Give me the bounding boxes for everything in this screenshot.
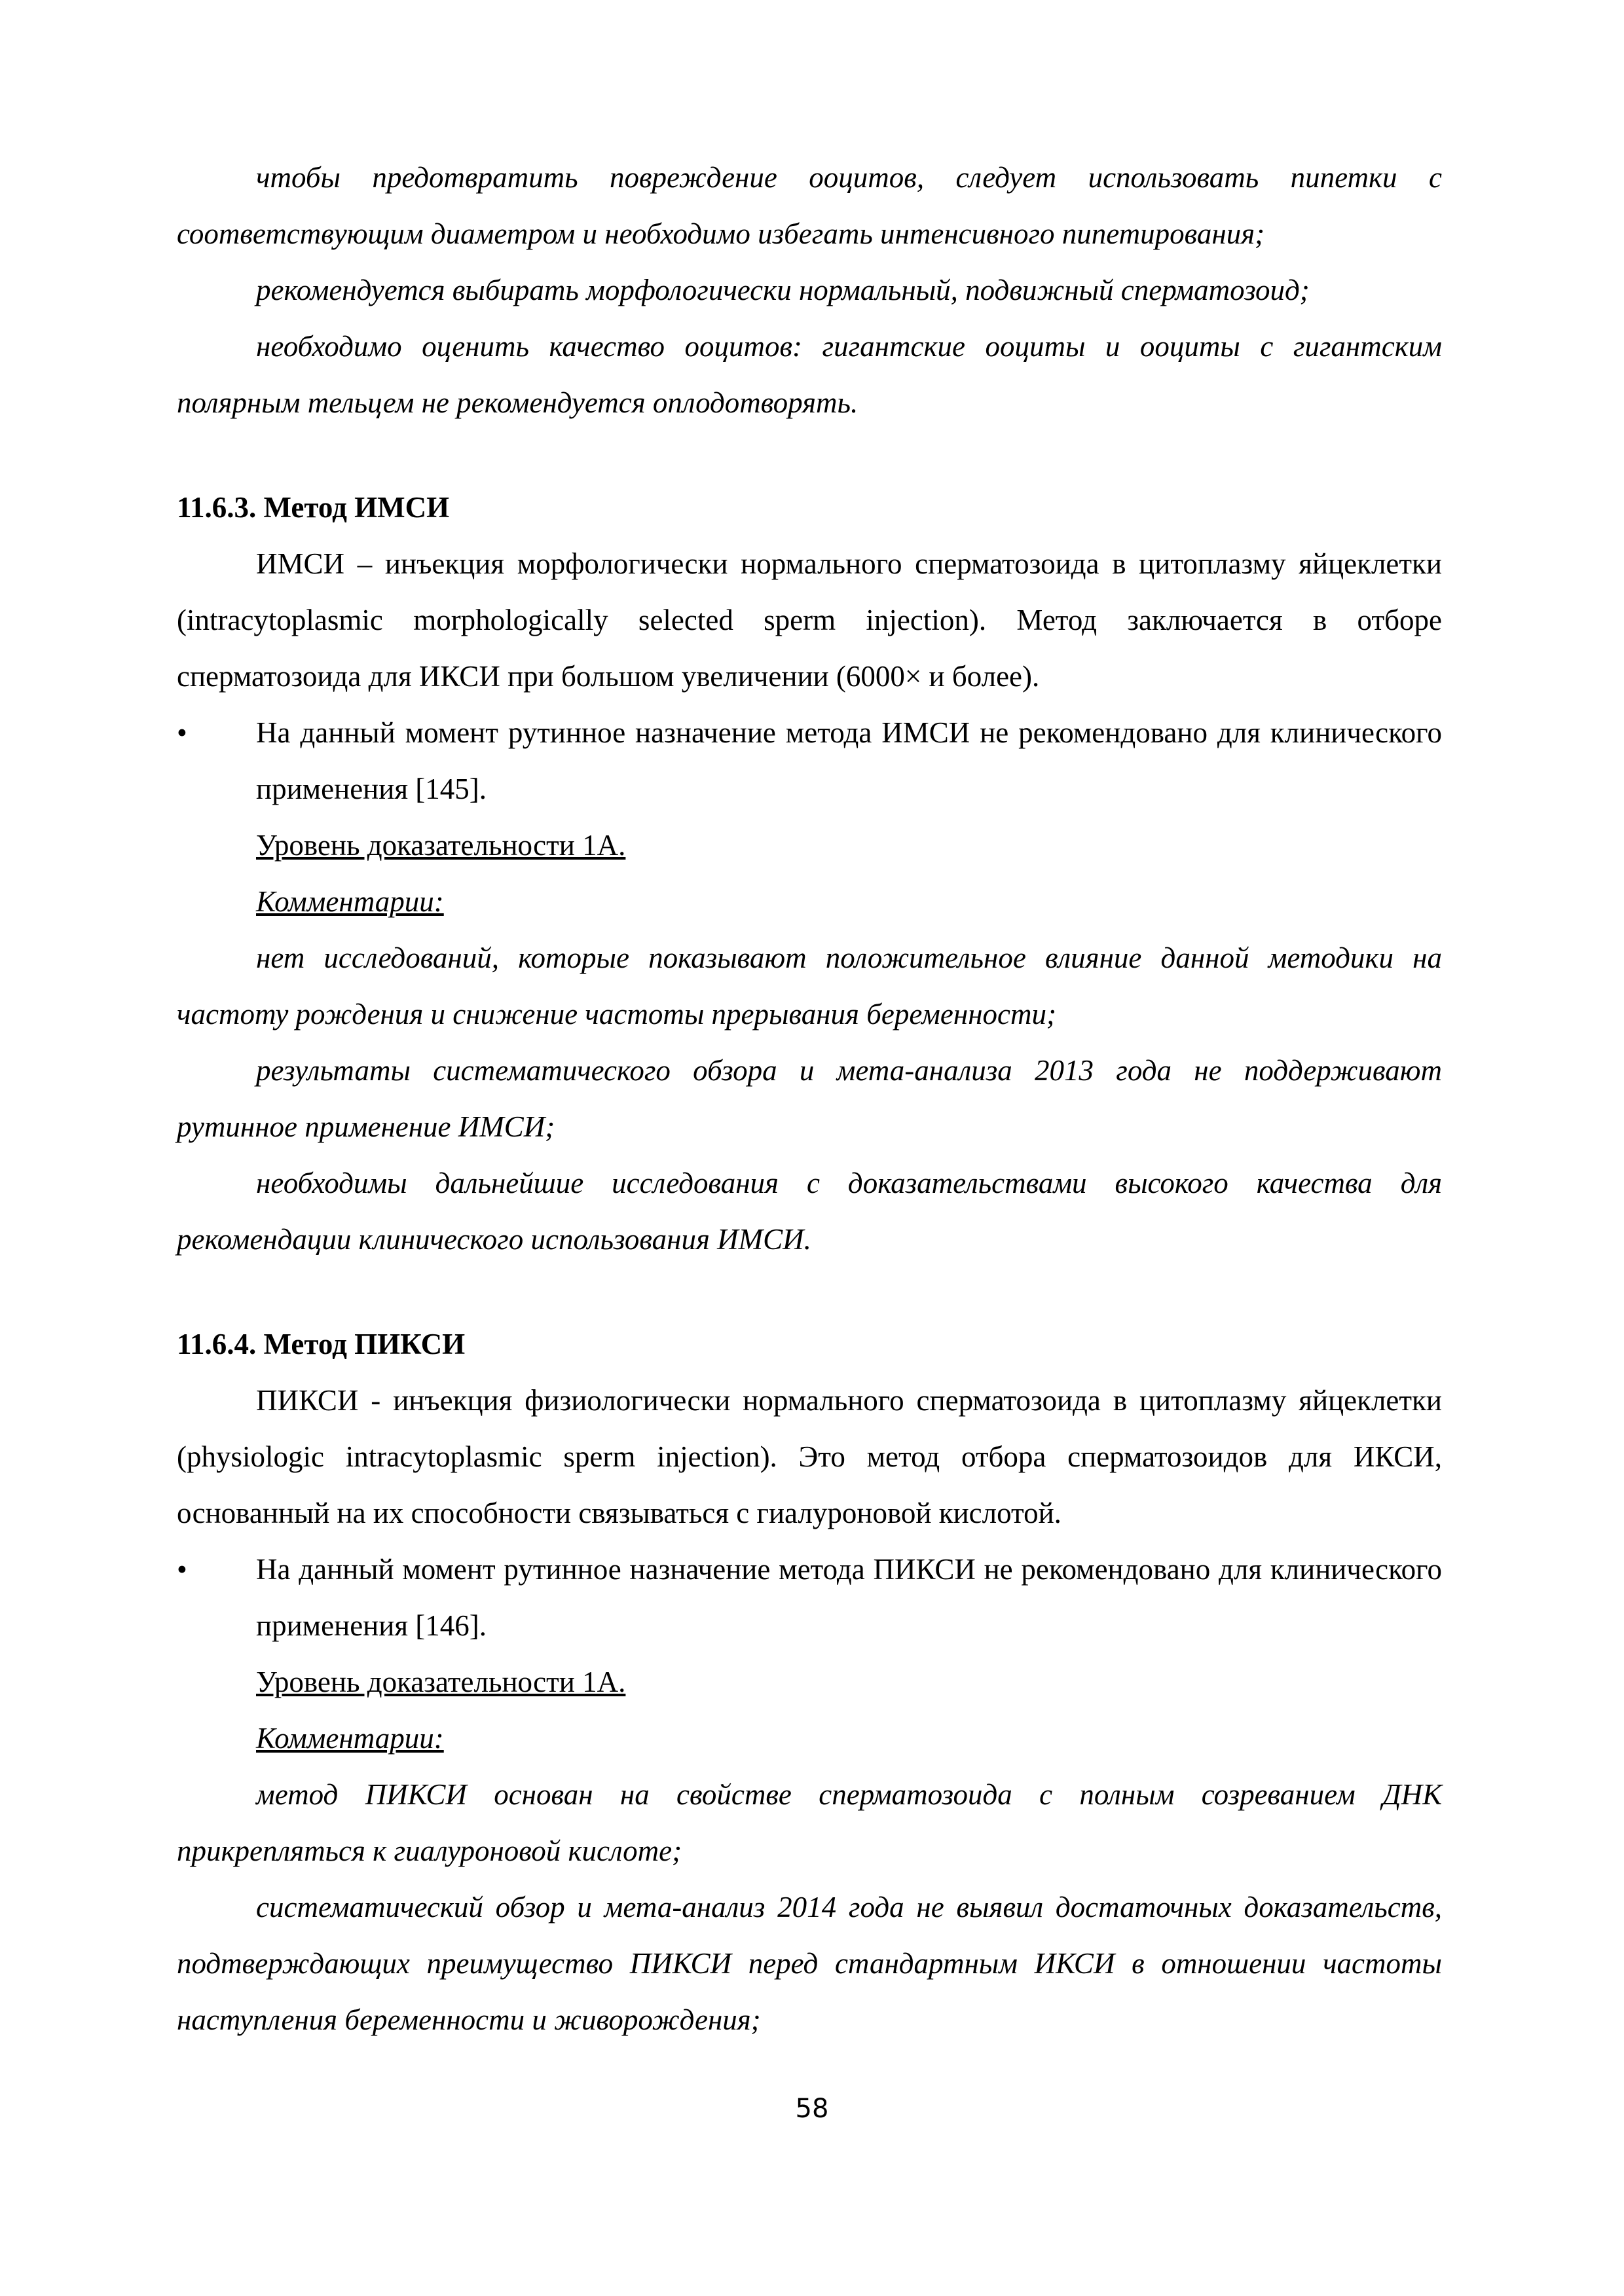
- intro-paragraph-3: необходимо оценить качество ооцитов: гигантские ооциты и ооциты с гигантским полярным тельцем не рекомендуется оплодотворять.: [177, 330, 1442, 419]
- imsi-comment-1: нет исследований, которые показывают положительное влияние данной методики на частоту рождения и снижение частоты прерывания беременности;: [177, 941, 1442, 1030]
- section-heading-imsi: 11.6.3. Метод ИМСИ: [177, 491, 450, 524]
- document-page: [177, 149, 1442, 2048]
- imsi-recommendation-text: На данный момент рутинное назначение метода ИМСИ не рекомендовано для клинического применения [145].: [256, 716, 1442, 805]
- pixi-recommendation: [177, 1541, 1442, 1654]
- imsi-comments-label: Комментарии:: [256, 885, 444, 918]
- pixi-evidence-level: Уровень доказательности 1А.: [256, 1666, 626, 1698]
- pixi-comment-1: метод ПИКСИ основан на свойстве сперматозоида с полным созреванием ДНК прикрепляться к гиалуроновой кислоте;: [177, 1778, 1442, 1867]
- section-heading-pixi: 11.6.4. Метод ПИКСИ: [177, 1328, 466, 1360]
- imsi-description: ИМСИ – инъекция морфологически нормального сперматозоида в цитоплазму яйцеклетки (intracytoplasmic morphologically selected sperm injection). Метод заключается в отборе сперматозоида для ИКСИ при большом увеличении (6000× и более).: [177, 547, 1442, 693]
- imsi-comment-2: результаты систематического обзора и мета-анализа 2013 года не поддерживают рутинное применение ИМСИ;: [177, 1054, 1442, 1143]
- intro-paragraph-2: рекомендуется выбирать морфологически нормальный, подвижный сперматозоид;: [256, 274, 1310, 306]
- pixi-description: ПИКСИ - инъекция физиологически нормального сперматозоида в цитоплазму яйцеклетки (physiologic intracytoplasmic sperm injection). Это метод отбора сперматозоидов для ИКСИ, основанный на их способности связываться с гиалуроновой кислотой.: [177, 1384, 1442, 1529]
- page-number: 58: [795, 2094, 829, 2124]
- intro-paragraph-1: чтобы предотвратить повреждение ооцитов, следует использовать пипетки с соответствующим диаметром и необходимо избегать интенсивного пипетирования;: [177, 161, 1442, 250]
- bullet-icon: •: [177, 716, 187, 749]
- pixi-recommendation-text: На данный момент рутинное назначение метода ПИКСИ не рекомендовано для клинического применения [146].: [256, 1553, 1442, 1642]
- imsi-comment-3: необходимы дальнейшие исследования с доказательствами высокого качества для рекомендации клинического использования ИМСИ.: [177, 1167, 1442, 1256]
- imsi-recommendation: [177, 704, 1442, 817]
- pixi-comments-label: Комментарии:: [256, 1722, 444, 1755]
- bullet-icon: •: [177, 1553, 187, 1586]
- pixi-comment-2: систематический обзор и мета-анализ 2014 года не выявил достаточных доказательств, подтверждающих преимущество ПИКСИ перед стандартным ИКСИ в отношении частоты наступления беременности и живорождения;: [177, 1891, 1442, 2036]
- imsi-evidence-level: Уровень доказательности 1А.: [256, 829, 626, 862]
